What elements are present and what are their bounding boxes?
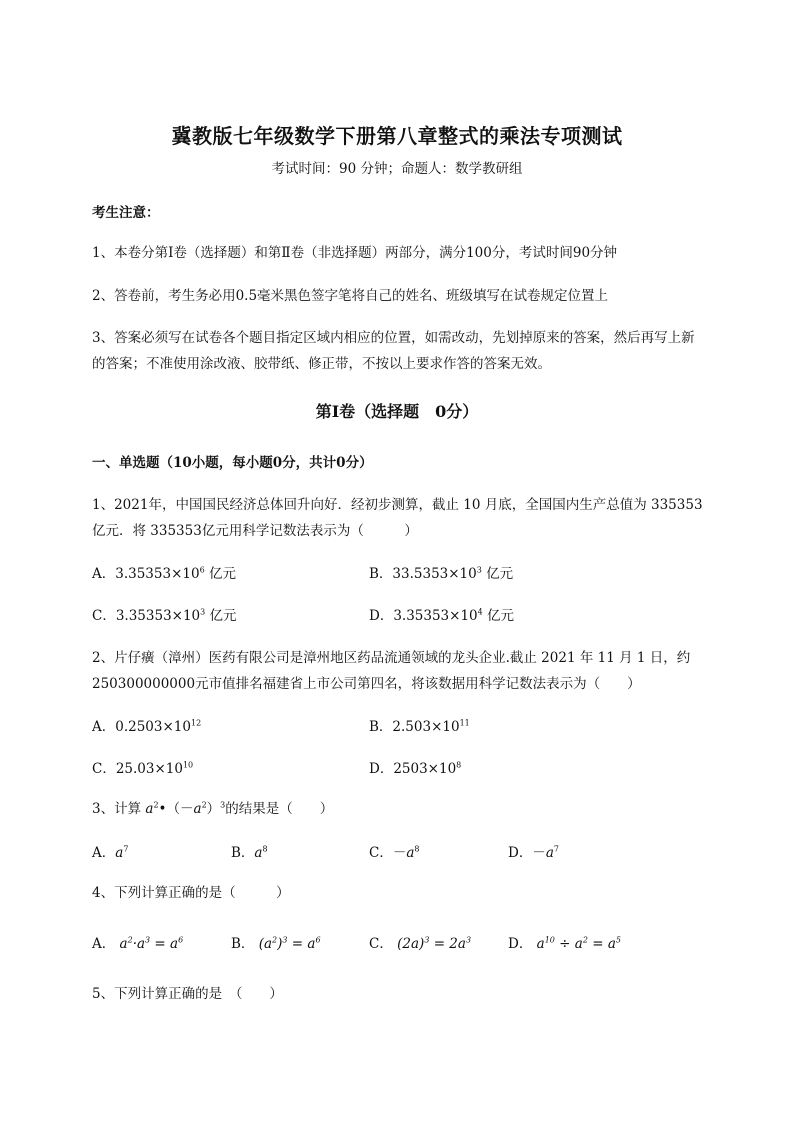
page-title: 冀教版七年级数学下册第八章整式的乘法专项测试 — [171, 124, 623, 148]
q3-option-d-exp: 7 — [553, 844, 559, 854]
q3-var: a — [145, 801, 154, 817]
q1-option-a-text: A．3.35353×10 — [92, 566, 200, 582]
q4-option-d[interactable] — [508, 932, 621, 952]
question-3-stem — [92, 797, 333, 817]
q1-option-c-text: C．3.35353×10 — [92, 608, 201, 624]
q4-option-a-label: A． — [92, 936, 116, 952]
part-heading: 一、单选题（10小题，每小题0分，共计0分） — [92, 455, 373, 471]
question-5-stem: 5、下列计算正确的是 （ ） — [92, 986, 283, 1002]
q3-option-c[interactable] — [369, 841, 420, 861]
q3-option-c-var: a — [406, 845, 415, 861]
q3-option-b-var: a — [254, 845, 263, 861]
notice-item: 3、答案必须写在试卷各个题目指定区域内相应的位置，如需改动，先划掉原来的答案，然后再写上新 — [92, 330, 695, 346]
q3-option-a[interactable] — [92, 841, 128, 861]
notice-item: 1、本卷分第Ⅰ卷（选择题）和第Ⅱ卷（非选择题）两部分，满分100分，考试时间90分钟 — [92, 245, 618, 261]
q1-option-a-unit: 亿元 — [204, 566, 236, 582]
q2-option-d[interactable] — [369, 757, 461, 777]
q3-option-a-label: A． — [92, 845, 116, 861]
notice-heading: 考生注意： — [92, 205, 160, 221]
q3-option-a-var: a — [115, 845, 124, 861]
q3-option-a-exp: 7 — [123, 844, 129, 854]
notice-item: 的答案；不准使用涂改液、胶带纸、修正带，不按以上要求作答的答案无效。 — [92, 356, 551, 372]
q4-option-d-formula: $a^{10} \div a^2 = a^5$ — [536, 935, 621, 952]
q4-option-c-formula: $(2a)^3 = 2a^3$ — [397, 935, 472, 952]
q4-option-a-formula: $a^2\cdot a^3 = a^6$ — [119, 935, 184, 952]
q1-option-c-exp: 3 — [200, 607, 206, 617]
q2-option-d-text: D．2503×10 — [369, 761, 457, 777]
q4-option-b[interactable] — [231, 932, 321, 952]
q1-option-c-unit: 亿元 — [205, 608, 237, 624]
q4-option-d-label: D． — [508, 936, 533, 952]
q3-stem-text: ） — [206, 801, 221, 817]
question-2-stem-cont: 250300000000元市值排名福建省上市公司第四名，将该数据用科学记数法表示为（ ） — [92, 676, 641, 692]
q1-option-a-exp: 6 — [199, 565, 205, 575]
q2-option-a-text: A．0.2503×10 — [92, 719, 191, 735]
q2-option-c-text: C．25.03×10 — [92, 761, 183, 777]
question-4-stem: 4、下列计算正确的是（ ） — [92, 885, 290, 901]
question-2-stem: 2、片仔癀（漳州）医药有限公司是漳州地区药品流通领域的龙头企业.截止 2021 年 11 月 1 日，约 — [92, 650, 691, 666]
q2-option-b-exp: 11 — [459, 718, 470, 728]
q1-option-b-text: B．33.5353×10 — [369, 566, 477, 582]
q2-option-c-exp: 10 — [182, 760, 194, 770]
q4-option-c[interactable] — [369, 932, 471, 952]
q3-option-b[interactable] — [231, 841, 268, 861]
q3-stem-text: 3、计算 — [92, 801, 146, 817]
q2-option-a-exp: 12 — [190, 718, 202, 728]
q2-option-b[interactable] — [369, 715, 470, 735]
q2-option-d-exp: 8 — [456, 760, 462, 770]
q3-exp: 2 — [201, 800, 207, 810]
q3-option-c-label: C．－ — [369, 845, 407, 861]
q1-option-d[interactable] — [369, 604, 514, 624]
q3-option-d-label: D．－ — [508, 845, 546, 861]
q1-option-b-exp: 3 — [476, 565, 482, 575]
q4-option-a[interactable] — [92, 932, 183, 952]
q3-stem-text: •（－ — [158, 801, 194, 817]
q4-option-b-label: B． — [231, 936, 255, 952]
q3-option-b-label: B． — [231, 845, 255, 861]
q3-option-d[interactable] — [508, 841, 559, 861]
q1-option-d-unit: 亿元 — [482, 608, 515, 624]
exam-subtitle: 考试时间：90 分钟；命题人：数学教研组 — [271, 161, 523, 177]
q2-option-c[interactable] — [92, 757, 193, 777]
q3-var: a — [193, 801, 202, 817]
q4-option-c-label: C． — [369, 936, 393, 952]
q1-option-b[interactable] — [369, 562, 513, 582]
q1-option-a[interactable] — [92, 562, 236, 582]
section-title: 第Ⅰ卷（选择题 0分） — [315, 402, 479, 421]
q3-stem-text: 的结果是（ ） — [225, 801, 334, 817]
q1-option-c[interactable] — [92, 604, 237, 624]
q3-option-b-exp: 8 — [262, 844, 268, 854]
q3-exp: 2 — [153, 800, 159, 810]
q3-option-d-var: a — [545, 845, 554, 861]
notice-item: 2、答卷前，考生务必用0.5毫米黑色签字笔将自己的姓名、班级填写在试卷规定位置上 — [92, 288, 609, 304]
question-1-stem: 1、2021年，中国国民经济总体回升向好．经初步测算，截止 10 月底，全国国内生产总值为 335353 — [92, 497, 703, 513]
question-1-stem-cont: 亿元．将 335353亿元用科学记数法表示为（ ） — [92, 523, 418, 539]
q4-option-b-formula: $(a^2)^3 = a^6$ — [258, 935, 321, 952]
q2-option-a[interactable] — [92, 715, 201, 735]
q1-option-b-unit: 亿元 — [481, 566, 514, 582]
q1-option-d-text: D．3.35353×10 — [369, 608, 478, 624]
q3-option-c-exp: 8 — [414, 844, 420, 854]
q2-option-b-text: B．2.503×10 — [369, 719, 460, 735]
q1-option-d-exp: 4 — [477, 607, 483, 617]
q3-exp: 3 — [220, 800, 226, 810]
